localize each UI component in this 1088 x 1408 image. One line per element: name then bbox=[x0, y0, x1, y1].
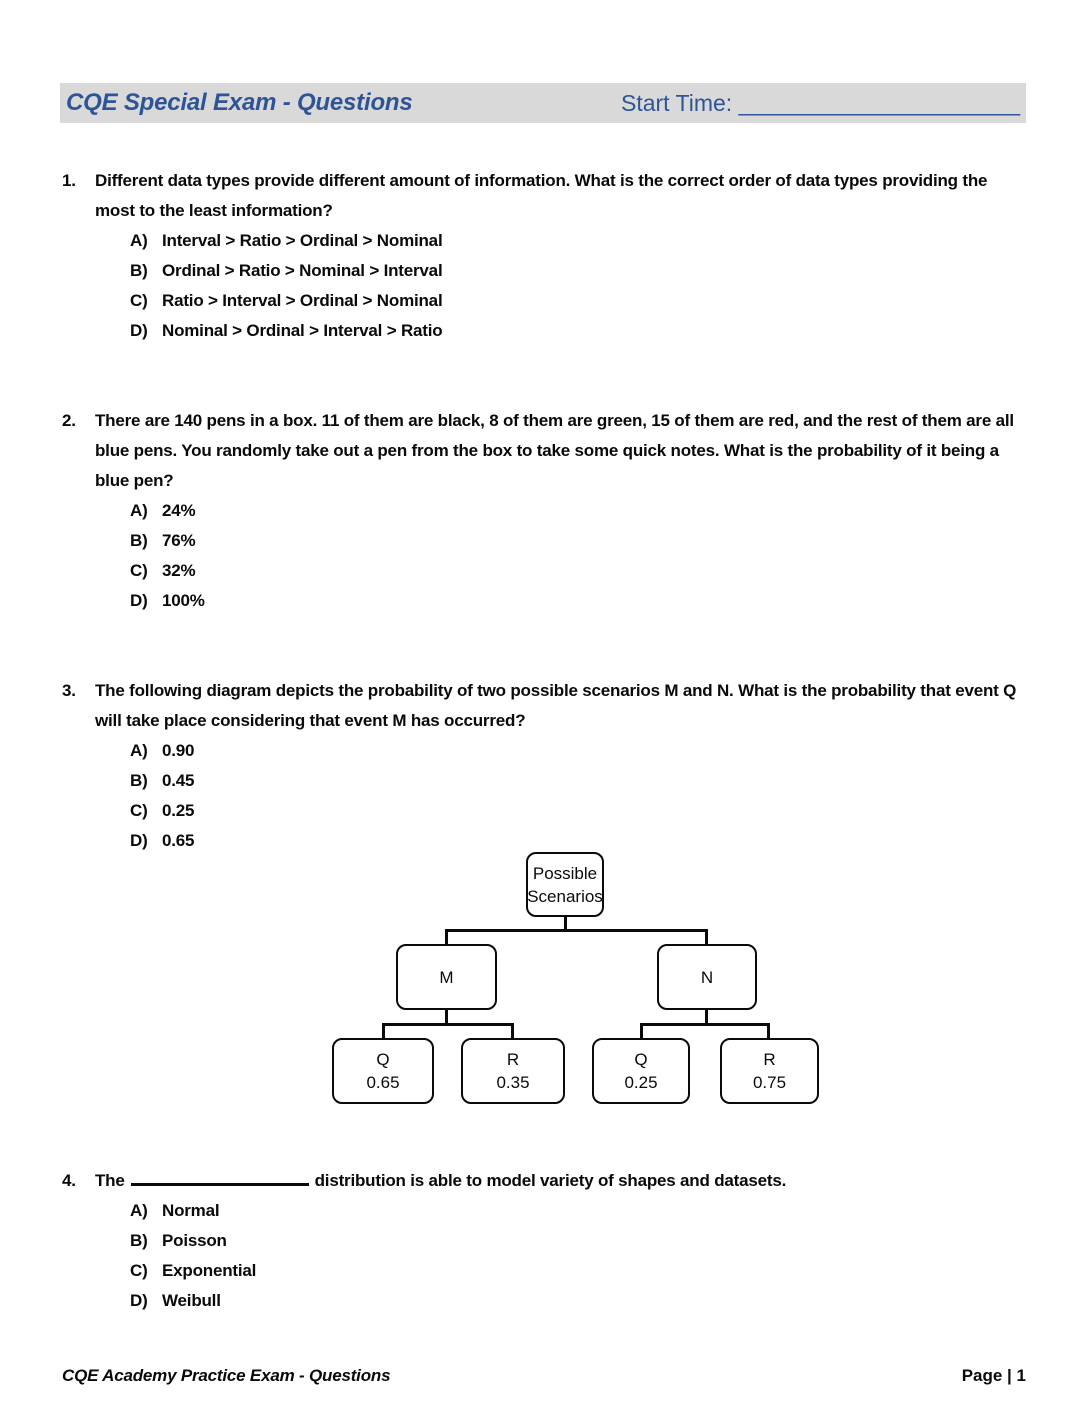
option-label: B) bbox=[130, 531, 148, 550]
option-text: Poisson bbox=[162, 1231, 227, 1250]
question-text-prefix: The bbox=[95, 1171, 125, 1190]
footer-document-title: CQE Academy Practice Exam - Questions bbox=[62, 1366, 391, 1385]
question-number: 3. bbox=[62, 681, 76, 700]
tree-leaf-label: Q bbox=[634, 1050, 648, 1069]
option-text: 76% bbox=[162, 531, 196, 550]
question-number: 2. bbox=[62, 411, 76, 430]
question-3 bbox=[62, 676, 1030, 856]
tree-leaf-label: R bbox=[506, 1050, 520, 1069]
option-row bbox=[62, 556, 1030, 586]
option-row bbox=[62, 796, 1030, 826]
option-text: 32% bbox=[162, 561, 196, 580]
tree-connector bbox=[767, 1023, 770, 1039]
tree-node-label: Possible Scenarios bbox=[527, 863, 603, 906]
option-text: 0.25 bbox=[162, 801, 195, 820]
option-label: A) bbox=[130, 501, 148, 520]
tree-leaf-m-r bbox=[461, 1038, 565, 1104]
option-label: C) bbox=[130, 1261, 148, 1280]
question-head bbox=[62, 166, 1030, 226]
tree-connector bbox=[382, 1023, 385, 1039]
option-row bbox=[62, 766, 1030, 796]
options-list bbox=[62, 226, 1030, 346]
option-row bbox=[62, 1226, 1030, 1256]
option-label: A) bbox=[130, 231, 148, 250]
option-text: Ordinal > Ratio > Nominal > Interval bbox=[162, 261, 443, 280]
tree-node-n bbox=[657, 944, 757, 1010]
option-row bbox=[62, 586, 1030, 616]
options-list bbox=[62, 496, 1030, 616]
option-row bbox=[62, 496, 1030, 526]
option-label: B) bbox=[130, 1231, 148, 1250]
question-4 bbox=[62, 1166, 1030, 1316]
option-text: 0.45 bbox=[162, 771, 195, 790]
question-1 bbox=[62, 166, 1030, 346]
probability-tree-diagram bbox=[332, 852, 819, 1104]
tree-leaf-n-r bbox=[720, 1038, 819, 1104]
tree-connector bbox=[445, 1010, 448, 1024]
tree-node-label: N bbox=[700, 967, 714, 987]
question-number: 4. bbox=[62, 1171, 76, 1190]
tree-connector bbox=[705, 1010, 708, 1024]
tree-leaf-value: 0.75 bbox=[752, 1073, 787, 1092]
question-text: There are 140 pens in a box. 11 of them are black, 8 of them are green, 15 of them are red, and the rest of them are all blue pens. You randomly take out a pen from the box to take some quick notes. What is the probability of it being a blue pen? bbox=[95, 411, 1014, 490]
question-text bbox=[95, 1166, 1030, 1196]
question-2 bbox=[62, 406, 1030, 616]
option-text: Nominal > Ordinal > Interval > Ratio bbox=[162, 321, 443, 340]
option-label: D) bbox=[130, 591, 148, 610]
tree-node-root bbox=[526, 852, 604, 917]
question-head bbox=[62, 1166, 1030, 1196]
tree-leaf-value: 0.35 bbox=[496, 1073, 530, 1092]
option-row bbox=[62, 316, 1030, 346]
question-head bbox=[62, 406, 1030, 496]
tree-connector bbox=[511, 1023, 514, 1039]
option-text: Normal bbox=[162, 1201, 220, 1220]
option-label: D) bbox=[130, 1291, 148, 1310]
question-head bbox=[62, 676, 1030, 736]
tree-connector bbox=[445, 929, 448, 945]
option-label: D) bbox=[130, 321, 148, 340]
question-number: 1. bbox=[62, 171, 76, 190]
start-time-label: Start Time: bbox=[620, 89, 733, 116]
option-label: B) bbox=[130, 261, 148, 280]
option-row bbox=[62, 526, 1030, 556]
start-time bbox=[621, 90, 1020, 117]
tree-node-label: M bbox=[439, 967, 454, 987]
question-text: The following diagram depicts the probability of two possible scenarios M and N. What is the probability that event Q will take place considering that event M has occurred? bbox=[95, 681, 1017, 730]
start-time-blank: ______________________ bbox=[738, 89, 1020, 116]
tree-connector bbox=[640, 1023, 643, 1039]
option-label: C) bbox=[130, 561, 148, 580]
option-text: 0.65 bbox=[162, 831, 195, 850]
option-text: Interval > Ratio > Ordinal > Nominal bbox=[162, 231, 443, 250]
option-row bbox=[62, 1286, 1030, 1316]
option-row bbox=[62, 286, 1030, 316]
option-row bbox=[62, 226, 1030, 256]
tree-connector bbox=[705, 929, 708, 945]
tree-leaf-label: R bbox=[763, 1050, 776, 1069]
options-list bbox=[62, 1196, 1030, 1316]
option-text: 24% bbox=[162, 501, 196, 520]
option-text: Weibull bbox=[162, 1291, 221, 1310]
blank-line bbox=[131, 1169, 309, 1186]
tree-leaf-value: 0.25 bbox=[624, 1073, 658, 1092]
option-row bbox=[62, 736, 1030, 766]
tree-connector bbox=[382, 1023, 514, 1026]
options-list bbox=[62, 736, 1030, 856]
tree-connector bbox=[640, 1023, 769, 1026]
tree-leaf-value: 0.65 bbox=[366, 1073, 400, 1092]
question-text: Different data types provide different amount of information. What is the correct order of data types providing the most to the least information? bbox=[95, 171, 988, 220]
tree-leaf-n-q bbox=[592, 1038, 690, 1104]
page-title: CQE Special Exam - Questions bbox=[66, 89, 413, 116]
option-label: B) bbox=[130, 771, 148, 790]
option-label: D) bbox=[130, 831, 148, 850]
option-label: C) bbox=[130, 291, 148, 310]
option-label: A) bbox=[130, 741, 148, 760]
option-text: 100% bbox=[162, 591, 205, 610]
footer bbox=[62, 1366, 1026, 1386]
option-label: C) bbox=[130, 801, 148, 820]
option-text: 0.90 bbox=[162, 741, 195, 760]
option-row bbox=[62, 256, 1030, 286]
option-row bbox=[62, 1196, 1030, 1226]
question-text-suffix: distribution is able to model variety of shapes and datasets. bbox=[314, 1171, 787, 1190]
footer-page-number: Page | 1 bbox=[961, 1366, 1026, 1385]
option-text: Exponential bbox=[162, 1261, 257, 1280]
tree-leaf-m-q bbox=[332, 1038, 434, 1104]
tree-leaf-label: Q bbox=[376, 1050, 390, 1069]
option-text: Ratio > Interval > Ordinal > Nominal bbox=[162, 291, 443, 310]
header-bar bbox=[60, 83, 1026, 123]
tree-node-m bbox=[396, 944, 497, 1010]
tree-connector bbox=[445, 929, 708, 932]
option-label: A) bbox=[130, 1201, 148, 1220]
option-row bbox=[62, 1256, 1030, 1286]
